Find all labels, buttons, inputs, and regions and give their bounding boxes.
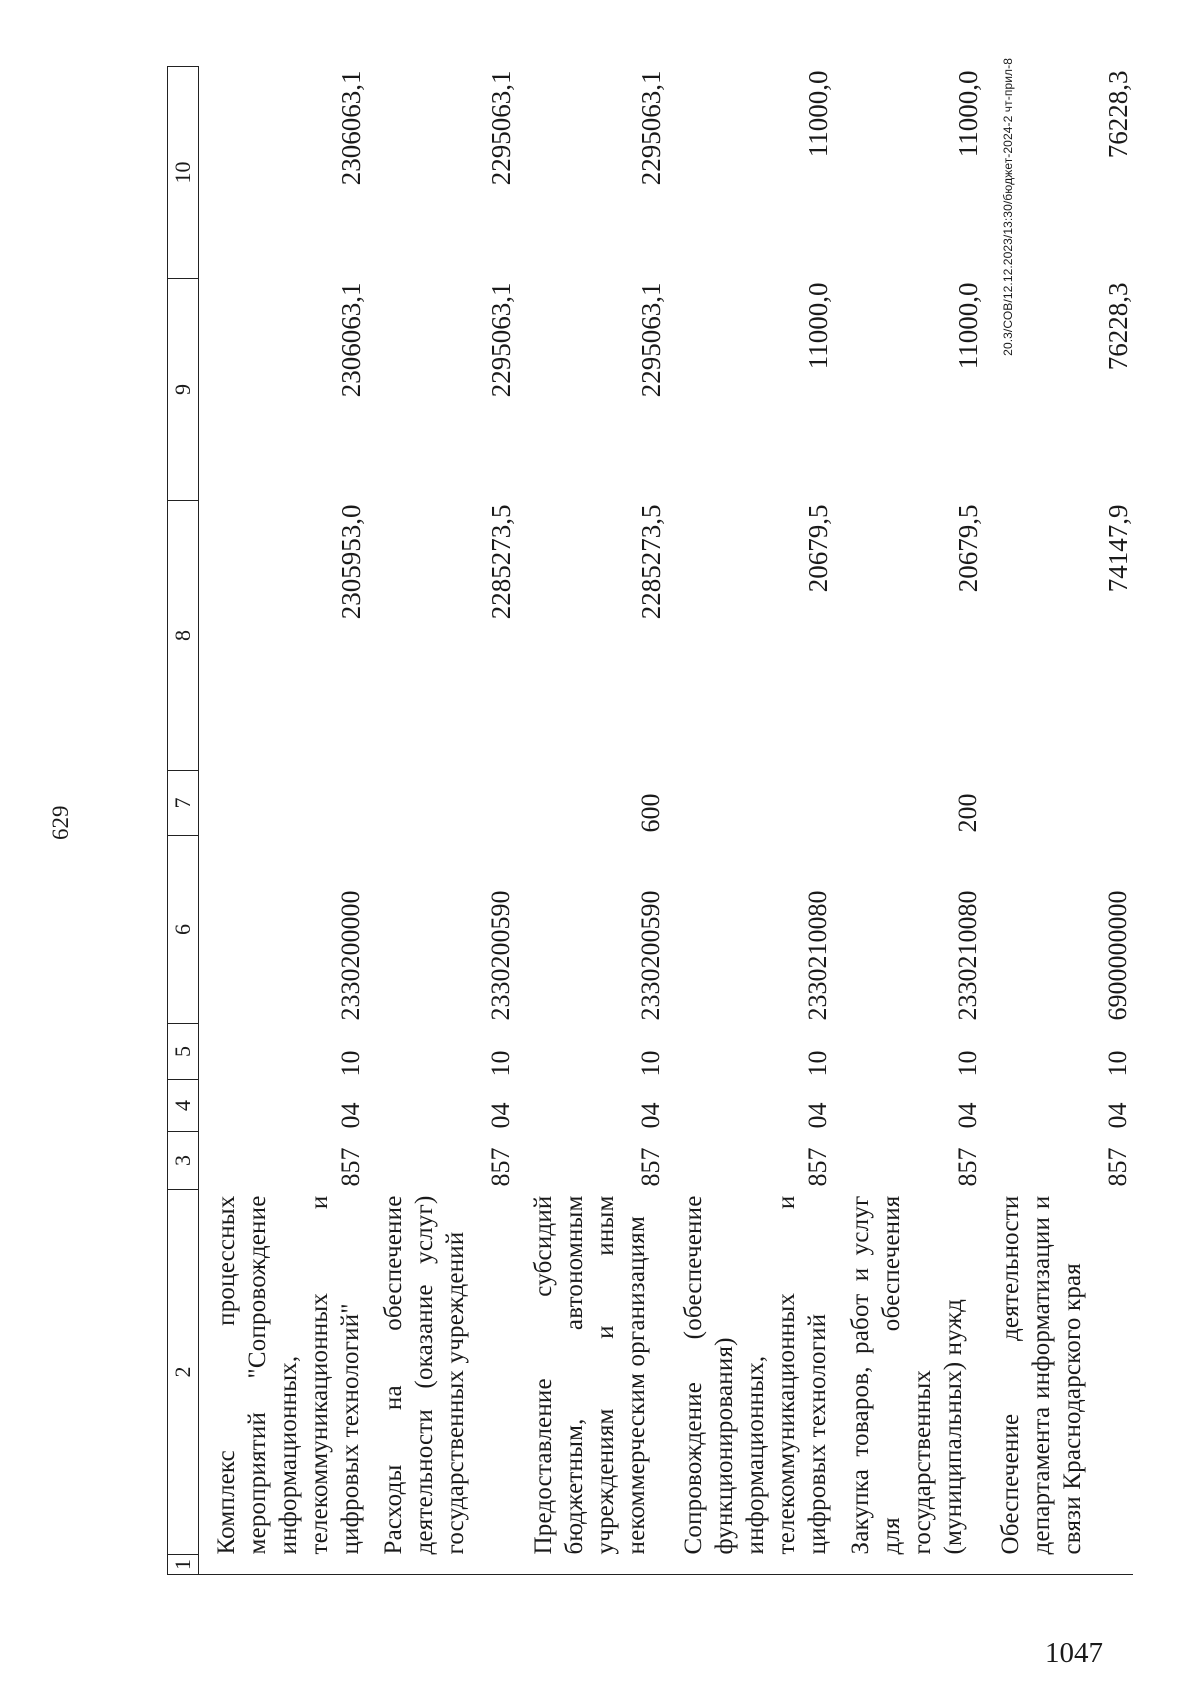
row-name: Предоставление субсидий бюджетным, автономным учреждениям и иным некоммерческим организациям (530, 1195, 650, 1555)
table-header-row (168, 67, 199, 1575)
column-header: 9 (168, 279, 199, 501)
cell-amount-10: 2306063,1 (336, 70, 366, 186)
column-header: 5 (168, 1024, 199, 1080)
cell-amount-8: 20679,5 (803, 504, 833, 593)
document-footer-code: 20.3/СОВ/12.12.2023/13:30/бюджет-2024-2 чт-прил-8 (1001, 58, 1015, 356)
cell-amount-9: 2295063,1 (636, 282, 666, 398)
cell-amount-9: 11000,0 (953, 282, 983, 370)
cell-vr (666, 771, 833, 836)
cell-pr: 10 (636, 1050, 665, 1077)
cell-rz: 04 (953, 1102, 982, 1129)
table-row (516, 67, 666, 1575)
cell-vr (199, 771, 367, 836)
column-header: 2 (168, 1190, 199, 1555)
cell-pr: 10 (336, 1050, 365, 1077)
cell-amount-8: 2285273,5 (636, 504, 666, 620)
row-name: Сопровождение (обеспечение функционирования) информационных, телекоммуникационных и цифровых технологий (680, 1195, 831, 1555)
cell-pr: 10 (1103, 1050, 1132, 1077)
row-name: Расходы на обеспечение деятельности (оказание услуг) государственных учреждений (380, 1195, 469, 1555)
cell-ved: 857 (803, 1147, 832, 1187)
cell-vr: 200 (953, 793, 982, 833)
cell-amount-10: 76228,3 (1103, 70, 1133, 159)
cell-pr: 10 (486, 1050, 515, 1077)
cell-amount-9: 11000,0 (803, 282, 833, 370)
column-header: 4 (168, 1080, 199, 1132)
cell-ved: 857 (336, 1147, 365, 1187)
column-header: 10 (168, 67, 199, 279)
budget-table (167, 66, 1133, 1575)
cell-amount-10: 11000,0 (803, 70, 833, 158)
row-name: Закупка товаров, работ и услуг для обеспечения государственных (муниципальных) нужд (847, 1195, 967, 1555)
cell-pr: 10 (803, 1050, 832, 1077)
cell-amount-10: 2295063,1 (486, 70, 516, 186)
cell-vr: 600 (636, 793, 665, 833)
cell-pr: 10 (953, 1050, 982, 1077)
cell-csr: 6900000000 (1103, 890, 1132, 1021)
cell-csr: 2330210080 (953, 890, 982, 1021)
cell-ved: 857 (636, 1147, 665, 1187)
cell-amount-9: 2306063,1 (336, 282, 366, 398)
cell-rz: 04 (1103, 1102, 1132, 1129)
cell-amount-10: 2295063,1 (636, 70, 666, 186)
column-header: 3 (168, 1132, 199, 1190)
column-header: 6 (168, 836, 199, 1024)
cell-amount-8: 74147,9 (1103, 504, 1133, 593)
table-row (199, 67, 367, 1575)
column-header: 7 (168, 771, 199, 836)
column-header: 1 (168, 1555, 199, 1575)
cell-amount-9: 76228,3 (1103, 282, 1133, 371)
cell-ved: 857 (953, 1147, 982, 1187)
rotated-page (0, 50, 1133, 1600)
cell-csr: 2330200590 (636, 890, 665, 1021)
cell-rz: 04 (336, 1102, 365, 1129)
cell-vr (983, 771, 1133, 836)
cell-csr: 2330210080 (803, 890, 832, 1021)
table-row (366, 67, 516, 1575)
sheet-number: 1047 (1045, 1637, 1103, 1669)
cell-rz: 04 (636, 1102, 665, 1129)
cell-amount-8: 20679,5 (953, 504, 983, 593)
row-name: Комплекс процессных мероприятий "Сопровождение информационных, телекоммуникационных и цифровых технологий" (213, 1195, 364, 1555)
cell-ved: 857 (1103, 1147, 1132, 1187)
row-number-cell (833, 1555, 983, 1575)
row-number-cell (516, 1555, 666, 1575)
cell-amount-8: 2305953,0 (336, 504, 366, 620)
row-number-cell (199, 1555, 367, 1575)
cell-vr (366, 771, 516, 836)
cell-csr: 2330200000 (336, 890, 365, 1021)
row-name: Обеспечение деятельности департамента информатизации и связи Краснодарского края (997, 1195, 1086, 1555)
cell-amount-8: 2285273,5 (486, 504, 516, 620)
cell-amount-9: 2295063,1 (486, 282, 516, 398)
cell-rz: 04 (486, 1102, 515, 1129)
row-number-cell (366, 1555, 516, 1575)
table-row (833, 67, 983, 1575)
cell-ved: 857 (486, 1147, 515, 1187)
row-number-cell (666, 1555, 833, 1575)
row-number-cell (983, 1555, 1133, 1575)
cell-amount-10: 11000,0 (953, 70, 983, 158)
cell-rz: 04 (803, 1102, 832, 1129)
column-header: 8 (168, 501, 199, 771)
page-number: 629 (48, 805, 73, 840)
table-row (666, 67, 833, 1575)
cell-csr: 2330200590 (486, 890, 515, 1021)
